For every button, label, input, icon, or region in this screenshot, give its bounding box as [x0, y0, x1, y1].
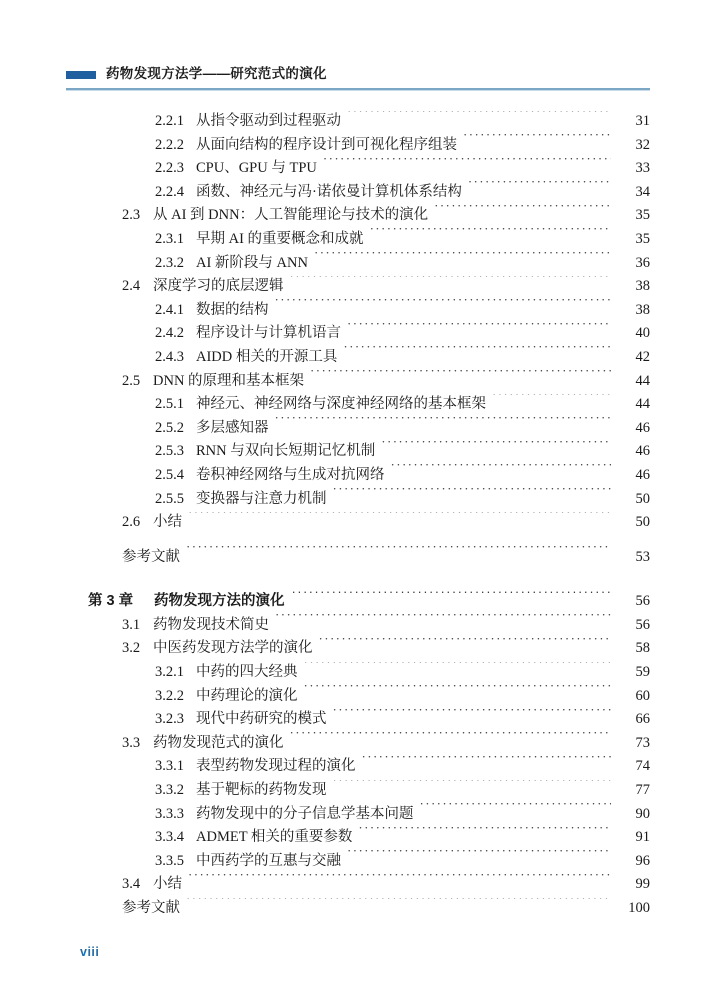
toc-entry-row[interactable] — [66, 826, 650, 850]
toc-leader-dots — [434, 205, 611, 220]
toc-entry-title: 变换器与注意力机制 — [196, 490, 327, 507]
toc-entry-row[interactable] — [66, 464, 650, 488]
toc-entry-row[interactable] — [66, 346, 650, 370]
toc-leader-dots — [420, 803, 612, 818]
toc-entry-title: 药物发现中的分子信息学基本问题 — [196, 805, 414, 822]
toc-entry-row[interactable] — [66, 370, 650, 394]
toc-entry-title: 中医药发现方法学的演化 — [153, 640, 313, 657]
toc-entry-page-number: 32 — [635, 136, 650, 153]
toc-entry-number: 2.3 — [122, 207, 141, 224]
toc-leader-dots — [347, 323, 611, 338]
toc-entry-title: DNN 的原理和基本框架 — [153, 372, 305, 389]
toc-leader-dots — [319, 638, 612, 653]
toc-entry-title: 药物发现范式的演化 — [153, 734, 284, 751]
toc-entry-title: 小结 — [153, 876, 182, 893]
toc-entry-row[interactable] — [66, 708, 650, 732]
toc-entry-title: 早期 AI 的重要概念和成就 — [196, 230, 364, 247]
toc-entry-row[interactable] — [66, 614, 650, 638]
toc-entry-number: 2.5.2 — [155, 419, 184, 436]
toc-entry-row[interactable] — [66, 873, 650, 897]
toc-entry-number: 3.3.1 — [155, 758, 184, 775]
toc-entry-page-number: 44 — [635, 396, 650, 413]
toc-entry-page-number: 50 — [635, 490, 650, 507]
running-head-rule-soft — [66, 90, 650, 91]
toc-entry-row[interactable] — [66, 779, 650, 803]
toc-leader-dots — [186, 546, 611, 561]
toc-entry-number: 3.3.3 — [155, 805, 184, 822]
toc-leader-dots — [188, 874, 611, 889]
toc-entry-row[interactable] — [66, 511, 650, 535]
toc-entry-row[interactable] — [66, 204, 650, 228]
toc-entry-row[interactable] — [66, 637, 650, 661]
toc-entry-title: 多层感知器 — [196, 419, 269, 436]
table-of-contents — [66, 110, 650, 921]
toc-leader-dots — [343, 346, 611, 361]
toc-entry-number: 2.2.1 — [155, 113, 184, 129]
toc-leader-dots — [362, 756, 612, 771]
toc-entry-page-number: 56 — [635, 616, 650, 633]
toc-entry-page-number: 77 — [635, 782, 650, 799]
toc-entry-title: 深度学习的底层逻辑 — [153, 278, 284, 295]
toc-entry-title: 函数、神经元与冯·诺依曼计算机体系结构 — [196, 183, 462, 200]
toc-leader-dots — [370, 228, 611, 243]
toc-entry-title: 中药理论的演化 — [196, 687, 298, 704]
running-head-title: 药物发现方法学——研究范式的演化 — [106, 66, 327, 81]
toc-entry-title: 从指令驱动到过程驱动 — [196, 113, 341, 129]
toc-entry-page-number: 36 — [635, 254, 650, 271]
toc-entry-title: 从面向结构的程序设计到可视化程序组装 — [196, 136, 457, 153]
toc-entry-number: 2.5.5 — [155, 490, 184, 507]
toc-entry-number: 2.4.3 — [155, 348, 184, 365]
toc-entry-page-number: 74 — [635, 758, 650, 775]
toc-entry-row[interactable] — [66, 252, 650, 276]
toc-leader-dots — [358, 827, 611, 842]
toc-entry-page-number: 33 — [635, 160, 650, 177]
toc-entry-row[interactable] — [66, 440, 650, 464]
toc-entry-page-number: 44 — [635, 372, 650, 389]
toc-entry-title: 参考文献 — [122, 548, 180, 565]
toc-entry-row[interactable] — [66, 732, 650, 756]
toc-entry-page-number: 59 — [635, 664, 650, 681]
toc-entry-number: 2.3.1 — [155, 230, 184, 247]
toc-leader-dots — [314, 252, 611, 267]
toc-leader-dots — [333, 709, 612, 724]
toc-entry-title: CPU、GPU 与 TPU — [196, 160, 317, 177]
toc-entry-number: 3.2.2 — [155, 687, 184, 704]
toc-entry-title: 从 AI 到 DNN：人工智能理论与技术的演化 — [153, 207, 429, 224]
toc-entry-number: 第 3 章 — [88, 593, 134, 610]
toc-entry-title: 药物发现方法的演化 — [154, 593, 285, 610]
toc-entry-title: RNN 与双向长短期记忆机制 — [196, 443, 376, 460]
toc-entry-row[interactable] — [66, 393, 650, 417]
running-head-marker-icon — [66, 71, 96, 79]
toc-entry-number: 3.3.5 — [155, 852, 184, 869]
toc-leader-dots — [304, 662, 612, 677]
toc-entry-number: 3.4 — [122, 876, 141, 893]
toc-entry-title: 药物发现技术简史 — [153, 616, 269, 633]
toc-entry-row[interactable] — [66, 228, 650, 252]
page-number-folio: viii — [80, 945, 100, 959]
toc-entry-row[interactable] — [66, 110, 650, 134]
toc-leader-dots — [290, 276, 612, 291]
toc-leader-dots — [292, 591, 612, 606]
toc-leader-dots — [347, 111, 611, 126]
toc-entry-page-number: 46 — [635, 443, 650, 460]
toc-entry-number: 2.3.2 — [155, 254, 184, 271]
toc-entry-row[interactable] — [66, 755, 650, 779]
toc-entry-row[interactable] — [66, 803, 650, 827]
toc-entry-title: 中药的四大经典 — [196, 664, 298, 681]
toc-leader-dots — [381, 441, 611, 456]
toc-entry-row[interactable] — [66, 488, 650, 512]
toc-entry-page-number: 96 — [635, 852, 650, 869]
toc-entry-number: 2.5 — [122, 372, 141, 389]
toc-entry-page-number: 38 — [635, 278, 650, 295]
toc-entry-number: 2.5.4 — [155, 466, 184, 483]
toc-leader-dots — [275, 299, 612, 314]
toc-entry-title: 小结 — [153, 514, 182, 531]
toc-leader-dots — [323, 158, 611, 173]
toc-leader-dots — [492, 394, 611, 409]
toc-entry-page-number: 100 — [628, 900, 650, 916]
toc-entry-page-number: 35 — [635, 207, 650, 224]
toc-entry-title: 表型药物发现过程的演化 — [196, 758, 356, 775]
toc-entry-page-number: 46 — [635, 466, 650, 483]
toc-entry-page-number: 56 — [635, 593, 650, 610]
toc-entry-page-number: 34 — [635, 183, 650, 200]
toc-entry-number: 2.4.2 — [155, 325, 184, 342]
toc-entry-row[interactable] — [66, 157, 650, 181]
toc-leader-dots — [290, 732, 612, 747]
toc-leader-dots — [333, 780, 612, 795]
toc-entry-page-number: 40 — [635, 325, 650, 342]
toc-entry-row[interactable] — [66, 275, 650, 299]
toc-entry-row[interactable] — [66, 546, 650, 570]
toc-entry-page-number: 46 — [635, 419, 650, 436]
toc-entry-row[interactable] — [66, 299, 650, 323]
toc-entry-page-number: 99 — [635, 876, 650, 893]
toc-entry-page-number: 58 — [635, 640, 650, 657]
toc-entry-title: 参考文献 — [122, 900, 180, 916]
toc-entry-title: 数据的结构 — [196, 301, 269, 318]
toc-entry-number: 3.3.4 — [155, 829, 184, 846]
toc-entry-number: 3.2.1 — [155, 664, 184, 681]
toc-entry-page-number: 60 — [635, 687, 650, 704]
toc-entry-row[interactable] — [66, 661, 650, 685]
toc-leader-dots — [310, 370, 611, 385]
toc-entry-number: 3.2 — [122, 640, 141, 657]
toc-entry-row[interactable] — [66, 322, 650, 346]
toc-entry-title: 基于靶标的药物发现 — [196, 782, 327, 799]
toc-leader-dots — [275, 417, 612, 432]
toc-entry-page-number: 31 — [635, 113, 650, 129]
toc-leader-dots — [188, 512, 611, 527]
toc-entry-page-number: 42 — [635, 348, 650, 365]
toc-leader-dots — [275, 614, 611, 629]
toc-spacer — [66, 535, 650, 546]
toc-entry-page-number: 73 — [635, 734, 650, 751]
toc-entry-page-number: 38 — [635, 301, 650, 318]
toc-entry-row[interactable] — [66, 850, 650, 874]
toc-entry-number: 2.5.3 — [155, 443, 184, 460]
toc-leader-dots — [304, 685, 612, 700]
toc-entry-number: 3.3.2 — [155, 782, 184, 799]
toc-entry-title: 神经元、神经网络与深度神经网络的基本框架 — [196, 396, 486, 413]
toc-entry-number: 2.2.3 — [155, 160, 184, 177]
toc-spacer — [66, 569, 650, 590]
toc-leader-dots — [333, 488, 612, 503]
toc-entry-number: 2.2.2 — [155, 136, 184, 153]
toc-entry-row[interactable] — [66, 181, 650, 205]
toc-entry-title: 程序设计与计算机语言 — [196, 325, 341, 342]
toc-entry-page-number: 66 — [635, 711, 650, 728]
toc-entry-number: 2.2.4 — [155, 183, 184, 200]
toc-entry-row[interactable] — [66, 134, 650, 158]
toc-entry-page-number: 91 — [635, 829, 650, 846]
toc-leader-dots — [347, 850, 611, 865]
toc-entry-row[interactable] — [66, 685, 650, 709]
toc-entry-page-number: 50 — [635, 514, 650, 531]
toc-entry-title: 中西药学的互惠与交融 — [196, 852, 341, 869]
toc-leader-dots — [391, 464, 612, 479]
toc-entry-page-number: 35 — [635, 230, 650, 247]
toc-entry-number: 3.2.3 — [155, 711, 184, 728]
toc-entry-page-number: 53 — [635, 548, 650, 565]
toc-entry-page-number: 90 — [635, 805, 650, 822]
toc-entry-number: 3.3 — [122, 734, 141, 751]
toc-entry-number: 2.6 — [122, 514, 141, 531]
toc-entry-number: 2.5.1 — [155, 396, 184, 413]
toc-leader-dots — [463, 134, 611, 149]
toc-leader-dots — [468, 181, 611, 196]
toc-entry-number: 3.1 — [122, 616, 141, 633]
toc-entry-row[interactable] — [66, 417, 650, 441]
toc-entry-title: AIDD 相关的开源工具 — [196, 348, 338, 365]
toc-entry-title: AI 新阶段与 ANN — [196, 254, 308, 271]
toc-leader-dots — [186, 898, 611, 913]
toc-entry-number: 2.4 — [122, 278, 141, 295]
toc-entry-row[interactable] — [66, 897, 650, 921]
toc-chapter-row[interactable] — [66, 590, 650, 614]
toc-entry-title: 现代中药研究的模式 — [196, 711, 327, 728]
toc-entry-number: 2.4.1 — [155, 301, 184, 318]
toc-entry-title: ADMET 相关的重要参数 — [196, 829, 353, 846]
toc-entry-title: 卷积神经网络与生成对抗网络 — [196, 466, 385, 483]
